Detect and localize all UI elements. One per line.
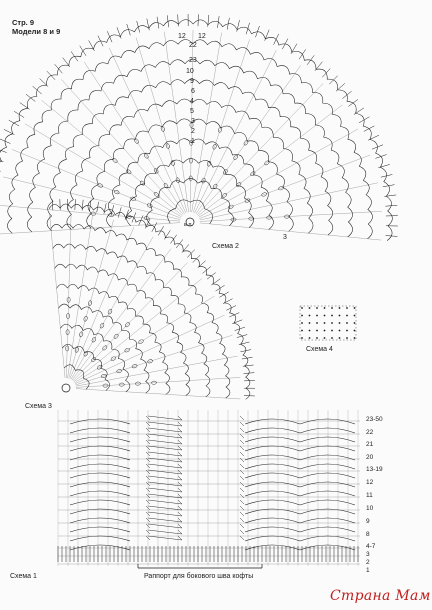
scheme1-stitch	[148, 446, 182, 450]
scheme2-spoke	[3, 177, 180, 220]
scheme1-arch	[70, 545, 130, 550]
scheme1-stitch	[148, 428, 182, 432]
scheme2-tick	[0, 168, 1, 171]
row-label: 23-50	[366, 416, 383, 423]
scheme4-dot	[324, 330, 326, 332]
scheme1-stitch	[240, 518, 244, 522]
s2-num-a: 12	[178, 33, 186, 40]
scheme1-arch	[70, 509, 130, 514]
scheme4-dot	[346, 330, 348, 332]
scheme2-spoke	[199, 155, 370, 218]
scheme1-arch	[70, 527, 130, 532]
s2-num-c: 22	[189, 42, 197, 49]
scheme1-stitch	[148, 440, 182, 444]
scheme3-center	[62, 384, 70, 392]
scheme1-stitch	[240, 500, 244, 504]
s2-num-b: 12	[198, 33, 206, 40]
scheme4-dot	[309, 322, 311, 324]
scheme4-dot	[331, 322, 333, 324]
scheme4-dot	[316, 330, 318, 332]
scheme1-stitch	[240, 506, 244, 510]
scheme4-dot	[316, 337, 318, 339]
scheme3-spoke	[66, 213, 71, 378]
scheme3-spoke	[68, 215, 93, 378]
scheme4-dot	[354, 337, 356, 339]
scheme1-arch	[70, 482, 130, 487]
scheme1-stitch	[240, 428, 244, 432]
scheme1-stitch	[240, 536, 244, 540]
scheme2-spoke	[194, 50, 276, 213]
scheme3-tick	[237, 335, 247, 338]
scheme1-arch	[245, 527, 300, 532]
scheme3-tick	[104, 203, 106, 214]
scheme2-spoke	[109, 48, 186, 213]
scheme3-tick	[82, 200, 83, 211]
s2-num-e: 10	[186, 68, 194, 75]
scheme1-arch	[245, 536, 300, 541]
scheme1-stitch	[240, 470, 244, 474]
scheme3-tick	[132, 212, 136, 222]
scheme2-ring	[0, 20, 392, 241]
scheme2-tick	[107, 31, 112, 42]
scheme1-arch	[300, 446, 355, 451]
scheme4-dot	[301, 307, 303, 309]
scheme2-tick	[246, 23, 249, 34]
scheme3-tick	[207, 273, 216, 280]
scheme4-dot	[301, 337, 303, 339]
scheme4-dot	[354, 322, 356, 324]
row-label: 12	[366, 479, 374, 486]
scheme4-dot	[346, 337, 348, 339]
scheme-4-caption: Схема 4	[306, 346, 333, 353]
scheme1-arch	[245, 455, 300, 460]
scheme1-stitch	[240, 488, 244, 492]
scheme2-tick	[80, 46, 86, 56]
scheme1-stitch	[240, 416, 244, 420]
scheme3-spoke	[73, 263, 188, 381]
scheme1-stitch	[148, 524, 182, 528]
s2-num-k: 2	[191, 128, 195, 135]
scheme2-ring	[126, 158, 253, 227]
models-title: Модели 8 и 9	[12, 27, 61, 36]
row-label: 8	[366, 531, 370, 538]
scheme1-arch	[300, 536, 355, 541]
scheme1-arch	[245, 419, 300, 424]
scheme2-tick	[117, 27, 121, 38]
scheme3-tick	[187, 250, 194, 258]
scheme2-tick	[137, 21, 140, 32]
scheme1-arch	[300, 491, 355, 496]
row-label: 1	[366, 567, 370, 574]
scheme4-dot	[316, 307, 318, 309]
scheme1-stitch	[148, 416, 182, 420]
scheme4-dot	[346, 315, 348, 317]
scheme1-arch	[245, 437, 300, 442]
scheme2-tick	[89, 40, 95, 50]
scheme1-stitch	[240, 446, 244, 450]
scheme1-arch	[245, 545, 300, 550]
scheme1-arch	[245, 518, 300, 523]
scheme4-dot	[339, 322, 341, 324]
scheme4-dot	[331, 315, 333, 317]
scheme3-tick	[164, 230, 170, 239]
scheme1-arch	[70, 491, 130, 496]
scheme2-tick	[33, 86, 42, 94]
scheme3-tick	[152, 222, 157, 231]
scheme3-spoke	[76, 377, 240, 387]
scheme2-tick	[178, 14, 179, 26]
scheme4-dot	[309, 315, 311, 317]
scheme3-spoke	[50, 214, 65, 378]
scheme3-tick	[170, 235, 176, 244]
row-label: 9	[366, 518, 370, 525]
scheme3-tick	[219, 292, 228, 297]
scheme1-stitch	[148, 488, 182, 492]
scheme1-arch	[300, 419, 355, 424]
scheme1-stitch	[240, 422, 244, 426]
scheme2-ring	[67, 99, 313, 233]
scheme4-dot	[324, 307, 326, 309]
scheme2-tick	[26, 94, 35, 101]
scheme1-stitch	[148, 518, 182, 522]
scheme1-stitch	[240, 458, 244, 462]
scheme2-tick	[265, 30, 270, 41]
scheme2-tick	[47, 71, 55, 80]
scheme4-dot	[309, 307, 311, 309]
row-label: 20	[366, 454, 374, 461]
scheme1-stitch	[148, 434, 182, 438]
scheme1-stitch	[148, 452, 182, 456]
scheme2-tick	[4, 129, 15, 134]
scheme1-arch	[70, 464, 130, 469]
scheme2-ring	[27, 59, 352, 237]
scheme1-stitch	[148, 536, 182, 540]
rapport-label: Раппорт для бокового шва кофты	[144, 573, 254, 580]
scheme4-dot	[324, 315, 326, 317]
s2-num-h: 4	[190, 98, 194, 105]
scheme4-dot	[354, 307, 356, 309]
scheme1-arch	[300, 455, 355, 460]
scheme4-dot	[316, 322, 318, 324]
scheme4-dot	[339, 330, 341, 332]
scheme2-tick	[208, 15, 209, 27]
scheme3-tick	[232, 320, 242, 324]
scheme4-dot	[339, 337, 341, 339]
scheme4-dot	[301, 330, 303, 332]
scheme1-stitch	[240, 440, 244, 444]
scheme2-spoke	[41, 100, 182, 215]
scheme4-dot	[331, 330, 333, 332]
scheme1-stitch	[240, 476, 244, 480]
scheme1-stitch	[148, 500, 182, 504]
scheme4-dot	[346, 307, 348, 309]
watermark-text: Страна Мам	[330, 588, 431, 604]
scheme1-arch	[245, 491, 300, 496]
scheme2-ring	[87, 119, 294, 231]
scheme2-spoke	[196, 65, 301, 214]
scheme1-arch	[245, 428, 300, 433]
scheme2-tick	[237, 20, 240, 32]
row-label: 21	[366, 441, 374, 448]
scheme2-tick	[378, 164, 389, 167]
scheme2-spoke	[197, 84, 323, 215]
scheme1-arch	[300, 437, 355, 442]
scheme1-arch	[70, 536, 130, 541]
scheme1-stitch	[240, 434, 244, 438]
scheme1-arch	[300, 482, 355, 487]
scheme4-dot	[324, 337, 326, 339]
scheme1-arch	[245, 446, 300, 451]
row-label: 3	[366, 551, 370, 558]
scheme4-dot	[339, 315, 341, 317]
scheme4-dot	[331, 337, 333, 339]
scheme4-dot	[339, 307, 341, 309]
scheme2-tick	[274, 34, 279, 45]
scheme2-spoke	[198, 105, 342, 216]
scheme1-stitch	[148, 530, 182, 534]
s2-num-i: 5	[190, 108, 194, 115]
scheme1-stitch	[240, 464, 244, 468]
scheme1-stitch	[148, 506, 182, 510]
scheme1-arch	[245, 482, 300, 487]
scheme4-dot	[309, 337, 311, 339]
scheme2-tick	[63, 58, 70, 67]
s2-num-l: 1	[191, 138, 195, 145]
s2-center-label: в.п.	[184, 222, 193, 228]
s2-num-f: 9	[190, 78, 194, 85]
scheme2-tick	[354, 108, 364, 115]
scheme1-arch	[245, 464, 300, 469]
scheme2-spoke	[200, 223, 381, 240]
scheme2-tick	[20, 103, 30, 110]
scheme-3-caption: Схема 3	[25, 403, 52, 410]
s2-num-d: 23	[189, 57, 197, 64]
s2-num-j: 3	[191, 118, 195, 125]
scheme1-stitch	[240, 452, 244, 456]
page-number: Стр. 9	[12, 18, 35, 27]
scheme1-stitch	[240, 524, 244, 528]
scheme1-stitch	[148, 470, 182, 474]
scheme3-spoke	[70, 227, 134, 379]
scheme1-arch	[300, 545, 355, 550]
scheme4-dot	[331, 307, 333, 309]
scheme1-arch	[70, 500, 130, 505]
scheme3-tick	[242, 357, 253, 359]
scheme1-arch	[70, 455, 130, 460]
scheme1-stitch	[148, 458, 182, 462]
row-label: 13-19	[366, 466, 383, 473]
scheme1-arch	[300, 473, 355, 478]
scheme2-spoke	[164, 32, 188, 212]
scheme1-arch	[300, 500, 355, 505]
scheme3-tick	[75, 199, 76, 210]
row-label: 4-7	[366, 543, 376, 550]
scheme3-spoke	[75, 315, 225, 384]
scheme2-spoke	[200, 211, 382, 221]
scheme1-stitch	[148, 512, 182, 516]
scheme1-arch	[70, 446, 130, 451]
scheme4-dot	[324, 322, 326, 324]
scheme1-stitch	[240, 512, 244, 516]
scheme1-arch	[245, 509, 300, 514]
scheme1-arch	[300, 464, 355, 469]
scheme4-dot	[309, 330, 311, 332]
scheme4-dot	[346, 322, 348, 324]
scheme2-tick	[384, 195, 396, 197]
scheme1-arch	[300, 509, 355, 514]
s2-num-g: 6	[191, 88, 195, 95]
scheme1-arch	[300, 428, 355, 433]
scheme3-tick	[243, 365, 254, 366]
scheme1-arch	[70, 518, 130, 523]
scheme2-tick	[299, 49, 306, 59]
scheme2-tick	[348, 99, 358, 106]
scheme4-dot	[301, 322, 303, 324]
scheme1-stitch	[148, 464, 182, 468]
scheme1-stitch	[148, 494, 182, 498]
scheme2-tick	[55, 64, 63, 73]
scheme4-dot	[301, 315, 303, 317]
scheme1-stitch	[148, 476, 182, 480]
scheme1-stitch	[240, 494, 244, 498]
row-label: 22	[366, 429, 374, 436]
scheme2-spoke	[199, 129, 358, 217]
scheme1-arch	[245, 500, 300, 505]
scheme2-tick	[147, 19, 149, 31]
scheme1-arch	[70, 437, 130, 442]
s2-side-number: 3	[283, 234, 287, 241]
scheme1-arch	[70, 473, 130, 478]
scheme2-tick	[291, 44, 297, 54]
scheme3-tick	[223, 299, 233, 304]
scheme2-spoke	[136, 38, 187, 213]
scheme1-arch	[245, 473, 300, 478]
scheme3-spoke	[76, 389, 240, 399]
row-label: 11	[366, 492, 373, 499]
scheme1-stitch	[148, 422, 182, 426]
scheme-1-caption: Схема 1	[10, 573, 37, 580]
row-label: 2	[366, 559, 370, 566]
scheme1-arch	[300, 527, 355, 532]
scheme4-dot	[354, 330, 356, 332]
scheme1-arch	[70, 428, 130, 433]
scheme2-tick	[368, 135, 379, 140]
scheme1-arch	[300, 518, 355, 523]
scheme3-tick	[239, 342, 249, 345]
scheme4-dot	[316, 315, 318, 317]
scheme-2-caption: Схема 2	[212, 243, 239, 250]
scheme1-stitch	[240, 530, 244, 534]
scheme2-tick	[342, 91, 351, 98]
scheme1-arch	[70, 419, 130, 424]
scheme4-dot	[354, 315, 356, 317]
row-label: 10	[366, 505, 374, 512]
scheme2-tick	[375, 155, 386, 159]
